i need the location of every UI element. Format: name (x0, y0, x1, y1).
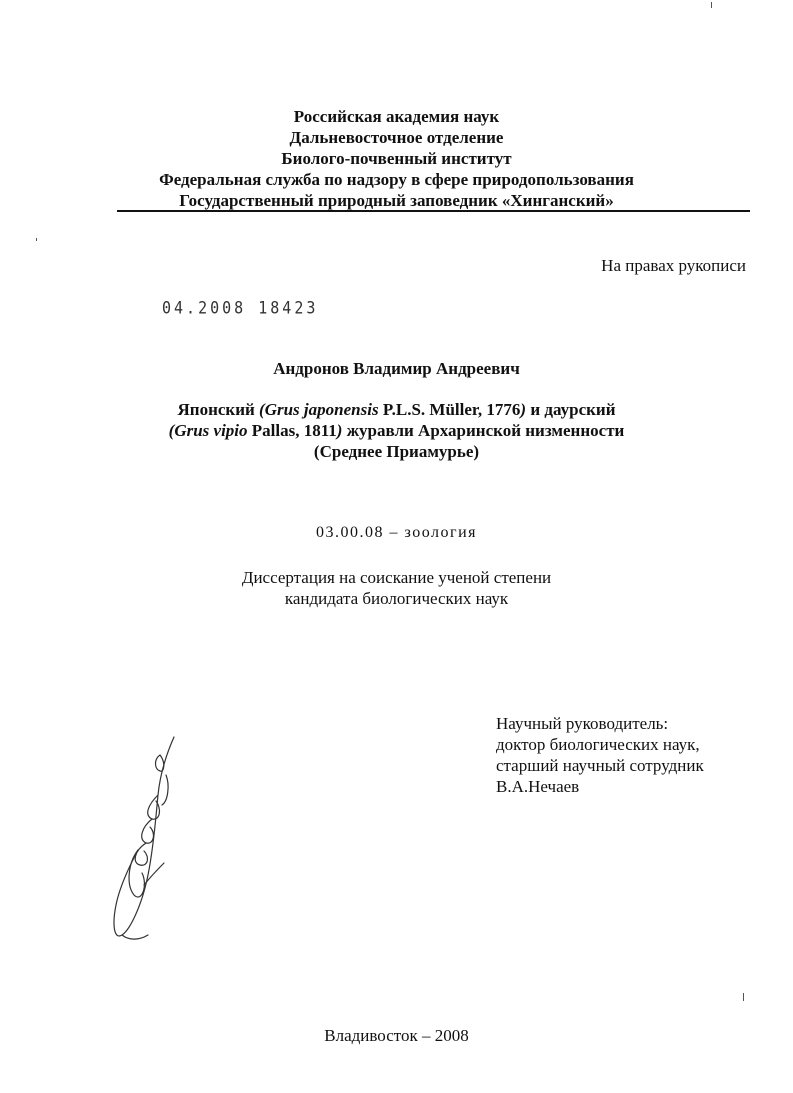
author-name: Андронов Владимир Андреевич (273, 359, 520, 378)
header-divider (117, 210, 750, 212)
advisor-name: В.А.Нечаев (496, 777, 580, 796)
title-line-2: (Grus vipio Pallas, 1811) журавли Архаринской низменности (168, 421, 625, 440)
degree-statement (0, 567, 793, 609)
specialty-code: 03.00.08 – зоология (316, 524, 477, 541)
org-reserve: Государственный природный заповедник «Хинганский» (179, 191, 614, 210)
org-institute: Биолого-почвенный институт (281, 149, 512, 168)
title-line-1: Японский (Grus japonensis P.L.S. Müller, 1776) и даурский (177, 400, 616, 419)
advisor-degree: доктор биологических наук, (496, 735, 700, 754)
scan-speck (743, 993, 744, 1001)
advisor-position: старший научный сотрудник (496, 756, 704, 775)
org-branch: Дальневосточное отделение (289, 128, 504, 147)
degree-line-1: Диссертация на соискание ученой степени (241, 568, 552, 587)
footer-city-year: Владивосток – 2008 (324, 1026, 469, 1045)
dissertation-title (0, 399, 793, 462)
degree-line-2: кандидата биологических наук (284, 589, 509, 608)
scan-speck (36, 238, 37, 241)
handwritten-signature (108, 735, 193, 945)
scan-speck (711, 2, 712, 8)
org-header (0, 106, 793, 211)
org-academy: Российская академия наук (293, 107, 500, 126)
library-stamp-number: 04.2008 18423 (162, 297, 319, 319)
advisor-block (496, 713, 704, 797)
manuscript-note: На правах рукописи (601, 256, 746, 275)
title-line-3: (Среднее Приамурье) (313, 442, 480, 461)
advisor-label: Научный руководитель: (496, 714, 669, 733)
org-federal-service: Федеральная служба по надзору в сфере природопользования (159, 170, 634, 189)
